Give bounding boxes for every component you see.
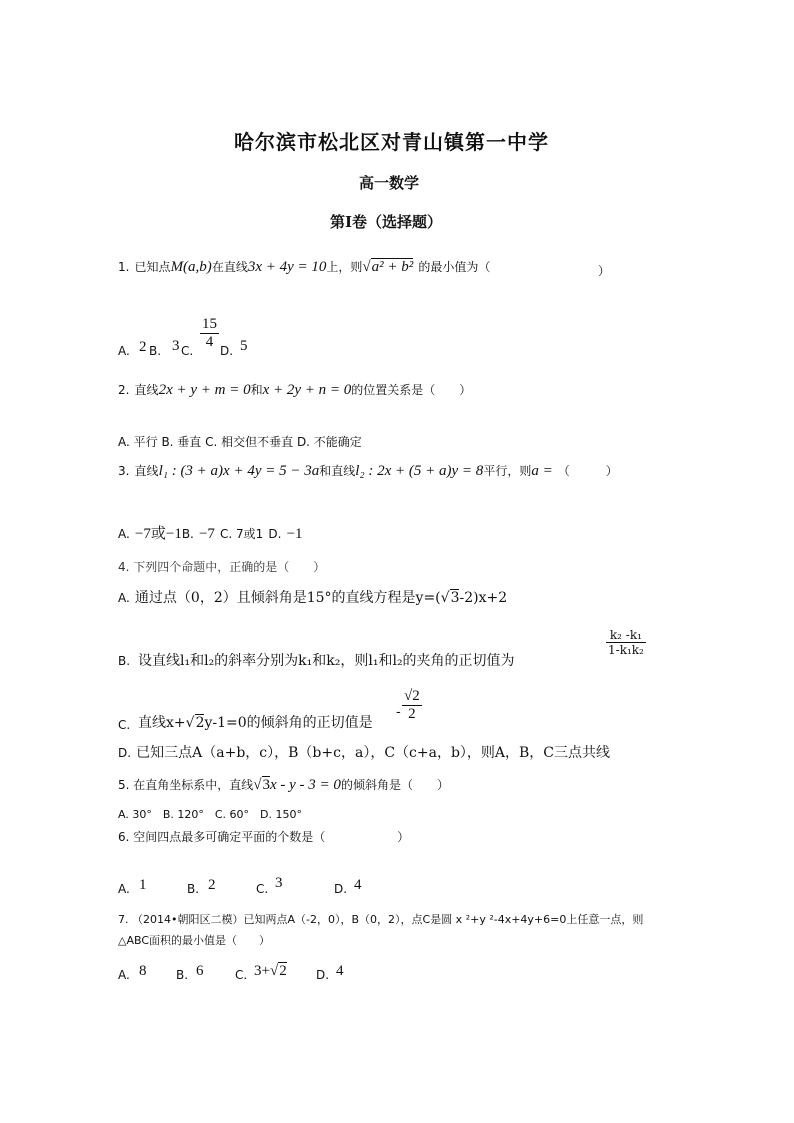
option-b-fraction [606, 628, 646, 657]
option-d-value: 5 [240, 338, 248, 354]
fraction-denominator: 4 [205, 334, 214, 350]
option-d-value: −1 [286, 526, 303, 542]
q3-text: 平行，则 [483, 464, 532, 478]
option-b-label: B. [149, 344, 162, 358]
q2-options: A. 平行 B. 垂直 C. 相交但不垂直 D. 不能确定 [118, 435, 362, 449]
q3-variable: a = [531, 463, 553, 479]
option-b-value: −7 [198, 526, 215, 542]
option-a-radicand: 3 [450, 590, 460, 606]
option-d-label: D. [220, 344, 234, 358]
question-1: 1. 已知点M(a,b)在直线3x + 4y = 10上，则√a² + b² 的最小值为（ [118, 259, 491, 275]
q3-text: 和直线 [319, 464, 356, 478]
q2-number: 2. [118, 383, 130, 397]
option-c-sign: - [396, 704, 401, 720]
q1-close-paren: ） [598, 264, 611, 278]
option-c-label: C. [256, 882, 269, 896]
question-6: 6. 空间四点最多可确定平面的个数是（ ） [118, 830, 410, 844]
option-c-text: 直线x+ [138, 715, 186, 731]
option-c-label: C. [181, 344, 194, 358]
option-b-text: 设直线l₁和l₂的斜率分别为k₁和k₂，则l₁和l₂的夹角的正切值为 [138, 653, 515, 669]
option-b-label: B. [176, 968, 189, 982]
fraction-denominator: 2 [408, 706, 416, 722]
option-a-value: 8 [139, 963, 147, 979]
option-d-value: 4 [336, 963, 344, 979]
q5-equation: x - y - 3 = 0 [270, 777, 341, 793]
option-d-text: 已知三点A（a+b，c），B（b+c，a），C（c+a，b），则A，B，C三点共线 [136, 745, 611, 761]
option-a-tail: -2)x+2 [459, 590, 508, 606]
option-c-radicand: 2 [195, 715, 205, 731]
question-7-line-2: △ABC面积的最小值是（ ） [118, 934, 271, 947]
option-d-label: D. [316, 968, 330, 982]
option-d-value: 4 [354, 877, 362, 893]
fraction-denominator: 1-k₁k₂ [608, 643, 644, 657]
q1-text: 的最小值为（ [418, 260, 491, 274]
q2-text: 和 [250, 383, 263, 397]
q2-text: 的位置关系是（ ） [351, 383, 472, 397]
q5-options: A. 30° B. 120° C. 60° D. 150° [118, 808, 302, 821]
q7-options: A. 8 B. 6 C. 3+√2 D. 4 [118, 963, 344, 982]
q1-radical-expression: a² + b² [371, 259, 414, 275]
option-c-label: C. [118, 718, 131, 732]
fraction-numerator: 15 [202, 316, 217, 332]
option-a-label: A. [118, 527, 130, 541]
q5-radicand: 3 [262, 777, 270, 793]
option-b-value: 6 [196, 963, 204, 979]
option-a-value: 2 [139, 339, 147, 355]
option-a-label: A. [118, 882, 130, 896]
q3-text: 直线 [134, 464, 159, 478]
q3-number: 3. [118, 464, 130, 478]
question-4: 4. 下列四个命题中，正确的是（ ） [118, 560, 326, 574]
q5-text: 5. 在直角坐标系中，直线 [118, 778, 254, 792]
q3-options [118, 522, 303, 543]
question-7-line-1: 7. （2014•朝阳区二模）已知两点A（-2，0），B（0，2），点C是圆 x ²+y ²-4x+4y+6=0上任意一点，则 [118, 913, 644, 926]
option-b-label: B. [181, 527, 194, 541]
q4-option-d [118, 742, 610, 762]
q1-line-equation: 3x + 4y = 10 [247, 259, 327, 275]
option-c: C. 7或1 [220, 527, 264, 541]
q2-equation-2: x + 2y + n = 0 [262, 382, 352, 398]
option-a-label: A. [118, 344, 130, 358]
question-2 [118, 379, 471, 399]
option-a-text: 通过点（0，2）且倾斜角是15°的直线方程是y=( [134, 590, 441, 606]
subject-title: 高一数学 [359, 174, 420, 192]
fraction-numerator: √2 [404, 688, 420, 704]
option-c-text: y-1=0的倾斜角的正切值是 [204, 715, 373, 731]
option-b-label: B. [118, 654, 131, 668]
fraction-numerator: k₂ -k₁ [606, 628, 646, 643]
option-c-label: C. [235, 968, 248, 982]
option-d-label: D. [118, 746, 132, 760]
option-c-fraction [200, 316, 219, 351]
option-a-value: 1 [139, 877, 147, 893]
q3-text: （ ） [557, 464, 618, 478]
q1-text: 在直线 [211, 260, 248, 274]
q1-number: 1. [118, 260, 130, 274]
option-c-value: 3 [275, 875, 283, 891]
q3-line-1: l₁ : (3 + a)x + 4y = 5 − 3a [158, 463, 320, 479]
question-3 [118, 460, 618, 480]
option-b-value: 2 [208, 877, 216, 893]
section-title: 第Ⅰ卷（选择题） [330, 213, 443, 231]
option-b-value: 3 [172, 338, 180, 354]
q1-text: 已知点 [134, 260, 171, 274]
option-d-label: D. [334, 882, 348, 896]
option-d-label: D. [268, 527, 282, 541]
q1-point: M(a,b) [170, 259, 212, 275]
option-a-label: A. [118, 968, 130, 982]
q2-text: 直线 [134, 383, 159, 397]
q6-options [118, 877, 418, 899]
q3-line-2: l₂ : 2x + (5 + a)y = 8 [355, 463, 484, 479]
option-c-radicand: 2 [279, 963, 287, 979]
q2-equation-1: 2x + y + m = 0 [158, 382, 251, 398]
option-a-value: −7或−1 [134, 526, 182, 542]
option-c-fraction [402, 688, 422, 723]
q5-text: 的倾斜角是（ ） [340, 778, 449, 792]
option-b-label: B. [187, 882, 200, 896]
option-c-value: 3+ [254, 963, 270, 979]
option-a-label: A. [118, 591, 130, 605]
school-title: 哈尔滨市松北区对青山镇第一中学 [234, 130, 549, 154]
q1-text: 上，则 [326, 260, 363, 274]
question-5: 5. 在直角坐标系中，直线√3x - y - 3 = 0的倾斜角是（ ） [118, 777, 449, 793]
q4-option-a: A. 通过点（0，2）且倾斜角是15°的直线方程是y=(√3-2)x+2 [118, 590, 508, 606]
